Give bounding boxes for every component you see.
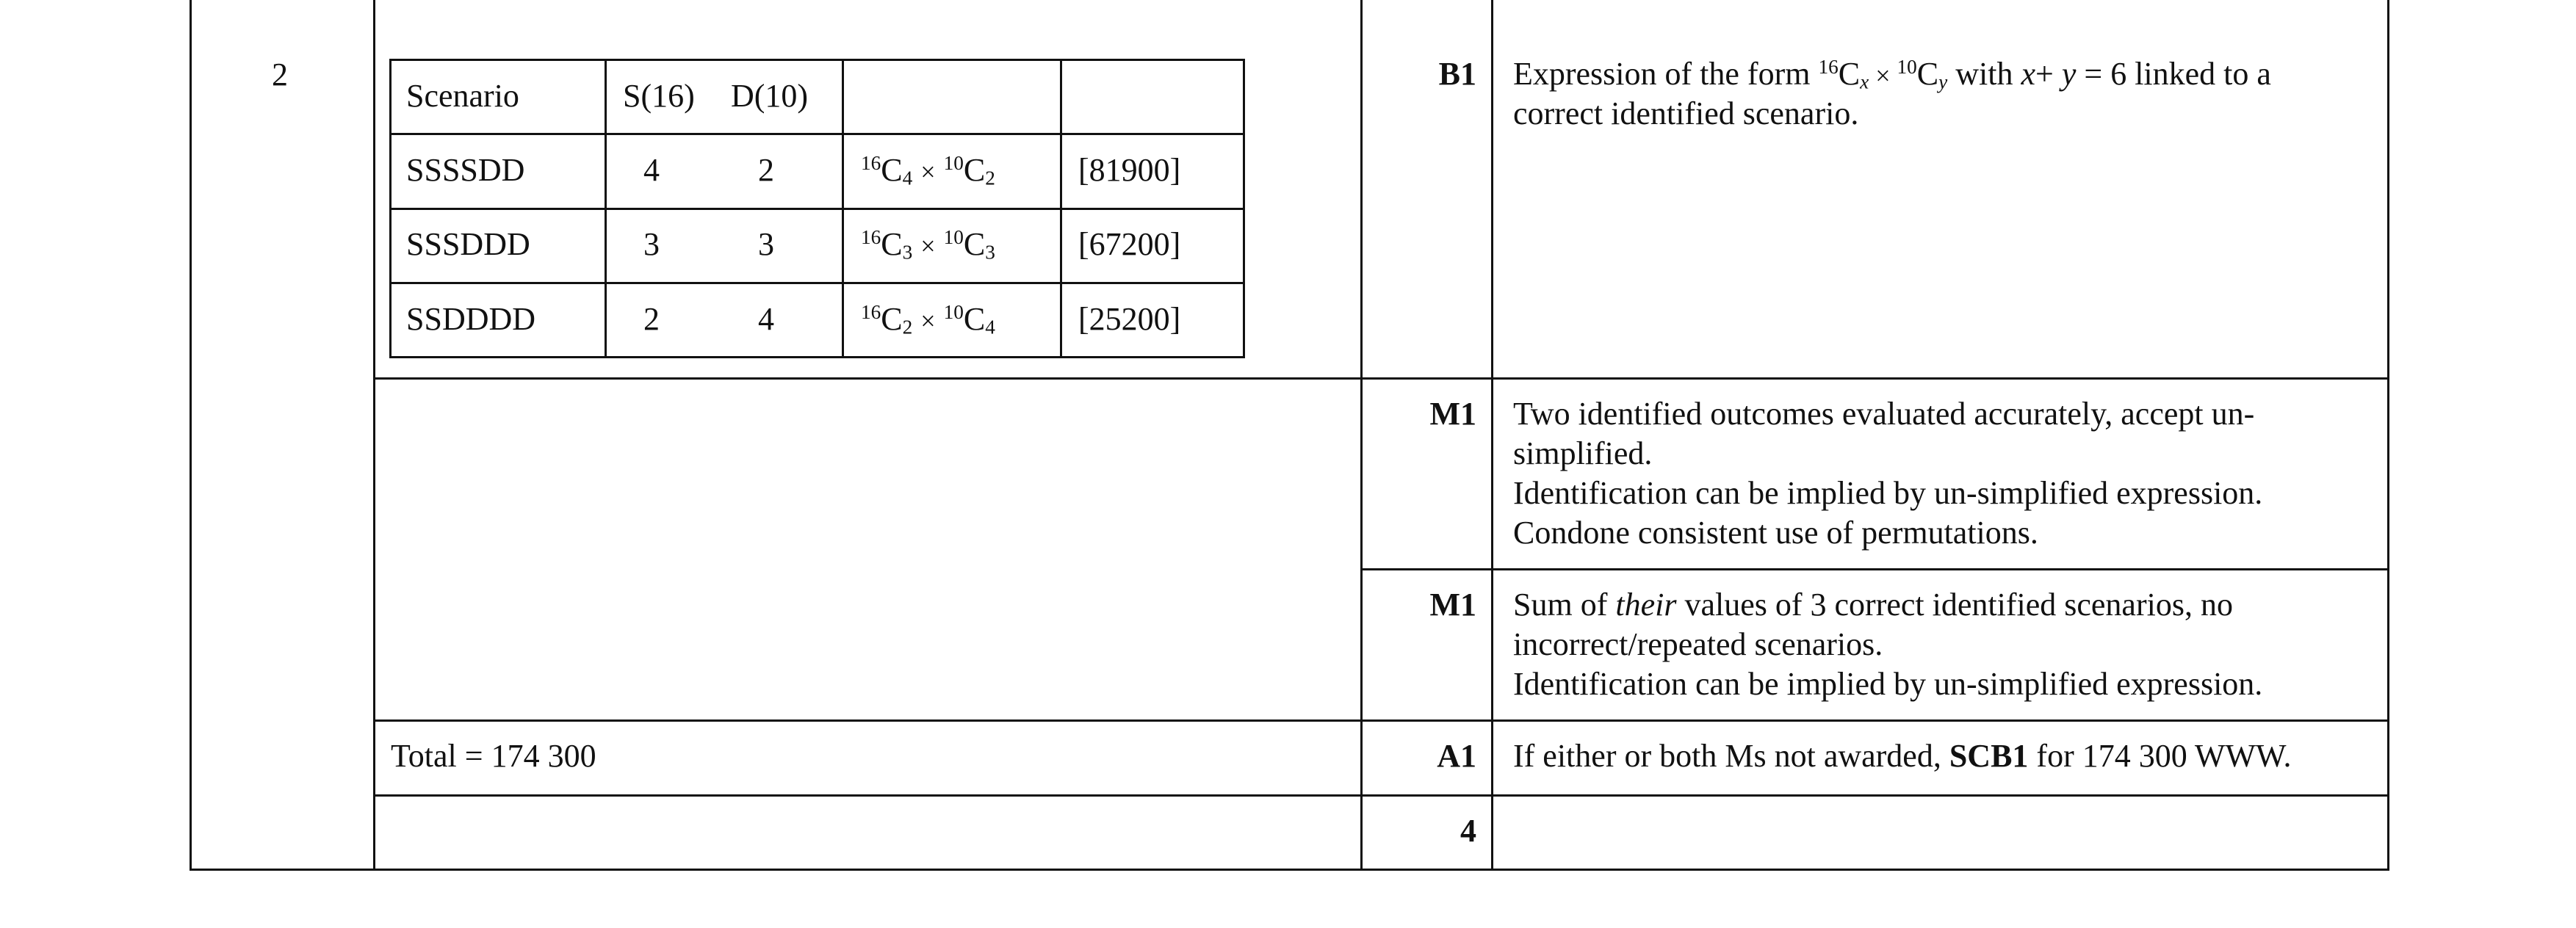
times-symbol: × (920, 306, 936, 336)
expr-c: C (963, 152, 986, 188)
scenario-cell: SSDDDD (406, 301, 536, 337)
total-marks: 4 (1460, 813, 1476, 849)
d-count-cell: 2 (758, 152, 774, 188)
guidance-line: Identification can be implied by un-simplified expression. (1513, 666, 2263, 702)
table-header-scenario: Scenario (406, 78, 519, 114)
scenario-table-line (389, 59, 392, 358)
expr-n2: 10 (943, 301, 964, 323)
marks-column-right-divider (1491, 0, 1493, 871)
guidance-line: Expression of the form $^{16}C_x \times ^{10}C_y$ with x+ y = 6 linked to a (1513, 56, 2271, 93)
row-divider-4 (373, 794, 2389, 797)
guidance-line: Two identified outcomes evaluated accurately, accept un- (1513, 396, 2255, 432)
scenario-table-line (389, 356, 1245, 358)
scenario-table-line (1060, 59, 1062, 358)
combination-expression (861, 151, 995, 192)
s-count-cell: 2 (643, 301, 660, 337)
marks-column-left-divider (1360, 0, 1363, 871)
scenario-table-line (1243, 59, 1245, 358)
d-count-cell: 3 (758, 226, 774, 262)
mark-code-m1: M1 (1429, 587, 1476, 623)
guidance-line: Identification can be implied by un-simplified expression. (1513, 475, 2263, 511)
expr-c: C (881, 226, 903, 262)
scenario-cell: SSSSDD (406, 152, 525, 188)
expr-k1: 4 (902, 167, 913, 189)
scenario-table-line (389, 59, 1245, 61)
row-divider-3 (373, 719, 2389, 722)
combination-expression (861, 300, 995, 341)
expr-k1: 2 (902, 316, 913, 338)
d-count-cell: 4 (758, 301, 774, 337)
s-count-cell: 3 (643, 226, 660, 262)
table-header-s16: S(16) (623, 78, 695, 114)
guidance-line: Condone consistent use of permutations. (1513, 515, 2038, 551)
row-divider-1 (373, 377, 2389, 380)
scenario-table-line (389, 133, 1245, 135)
expr-c: C (963, 301, 986, 337)
times-symbol: × (920, 157, 936, 186)
table-header-d10: D(10) (731, 78, 809, 114)
guidance-line: correct identified scenario. (1513, 95, 1859, 131)
value-cell: [81900] (1078, 152, 1181, 188)
row-divider-2 (1360, 568, 2389, 570)
s-count-cell: 4 (643, 152, 660, 188)
expr-n2: 10 (943, 152, 964, 174)
expr-n1: 16 (861, 226, 881, 248)
scenario-cell: SSSDDD (406, 226, 530, 262)
guidance-line: Sum of their values of 3 correct identified scenarios, no (1513, 587, 2233, 623)
expr-k2: 4 (985, 316, 995, 338)
question-column-divider (373, 0, 375, 871)
expr-n1: 16 (861, 152, 881, 174)
scenario-table-line (842, 59, 844, 358)
scenario-table-line (389, 282, 1245, 284)
expr-n2: 10 (943, 226, 964, 248)
final-answer: Total = 174 300 (391, 738, 596, 774)
mark-code-m1: M1 (1429, 396, 1476, 432)
times-symbol: × (920, 231, 936, 261)
guidance-line: simplified. (1513, 435, 1653, 471)
value-cell: [25200] (1078, 301, 1181, 337)
scenario-table-line (389, 208, 1245, 210)
outer-right-border (2387, 0, 2389, 871)
expr-k1: 3 (902, 241, 913, 264)
expr-k2: 2 (985, 167, 995, 189)
outer-bottom-border (190, 869, 2389, 871)
expr-c: C (881, 152, 903, 188)
guidance-a1: If either or both Ms not awarded, SCB1 for 174 300 WWW. (1513, 738, 2292, 774)
guidance-line: incorrect/repeated scenarios. (1513, 626, 1883, 662)
question-number: 2 (272, 57, 288, 93)
expr-k2: 3 (985, 241, 995, 264)
scenario-table-line (605, 59, 607, 358)
mark-code-b1: B1 (1438, 56, 1476, 92)
combination-expression (861, 225, 995, 266)
expr-n1: 16 (861, 301, 881, 323)
mark-code-a1: A1 (1437, 738, 1476, 774)
expr-c: C (963, 226, 986, 262)
expr-c: C (881, 301, 903, 337)
outer-left-border (190, 0, 192, 871)
value-cell: [67200] (1078, 226, 1181, 262)
